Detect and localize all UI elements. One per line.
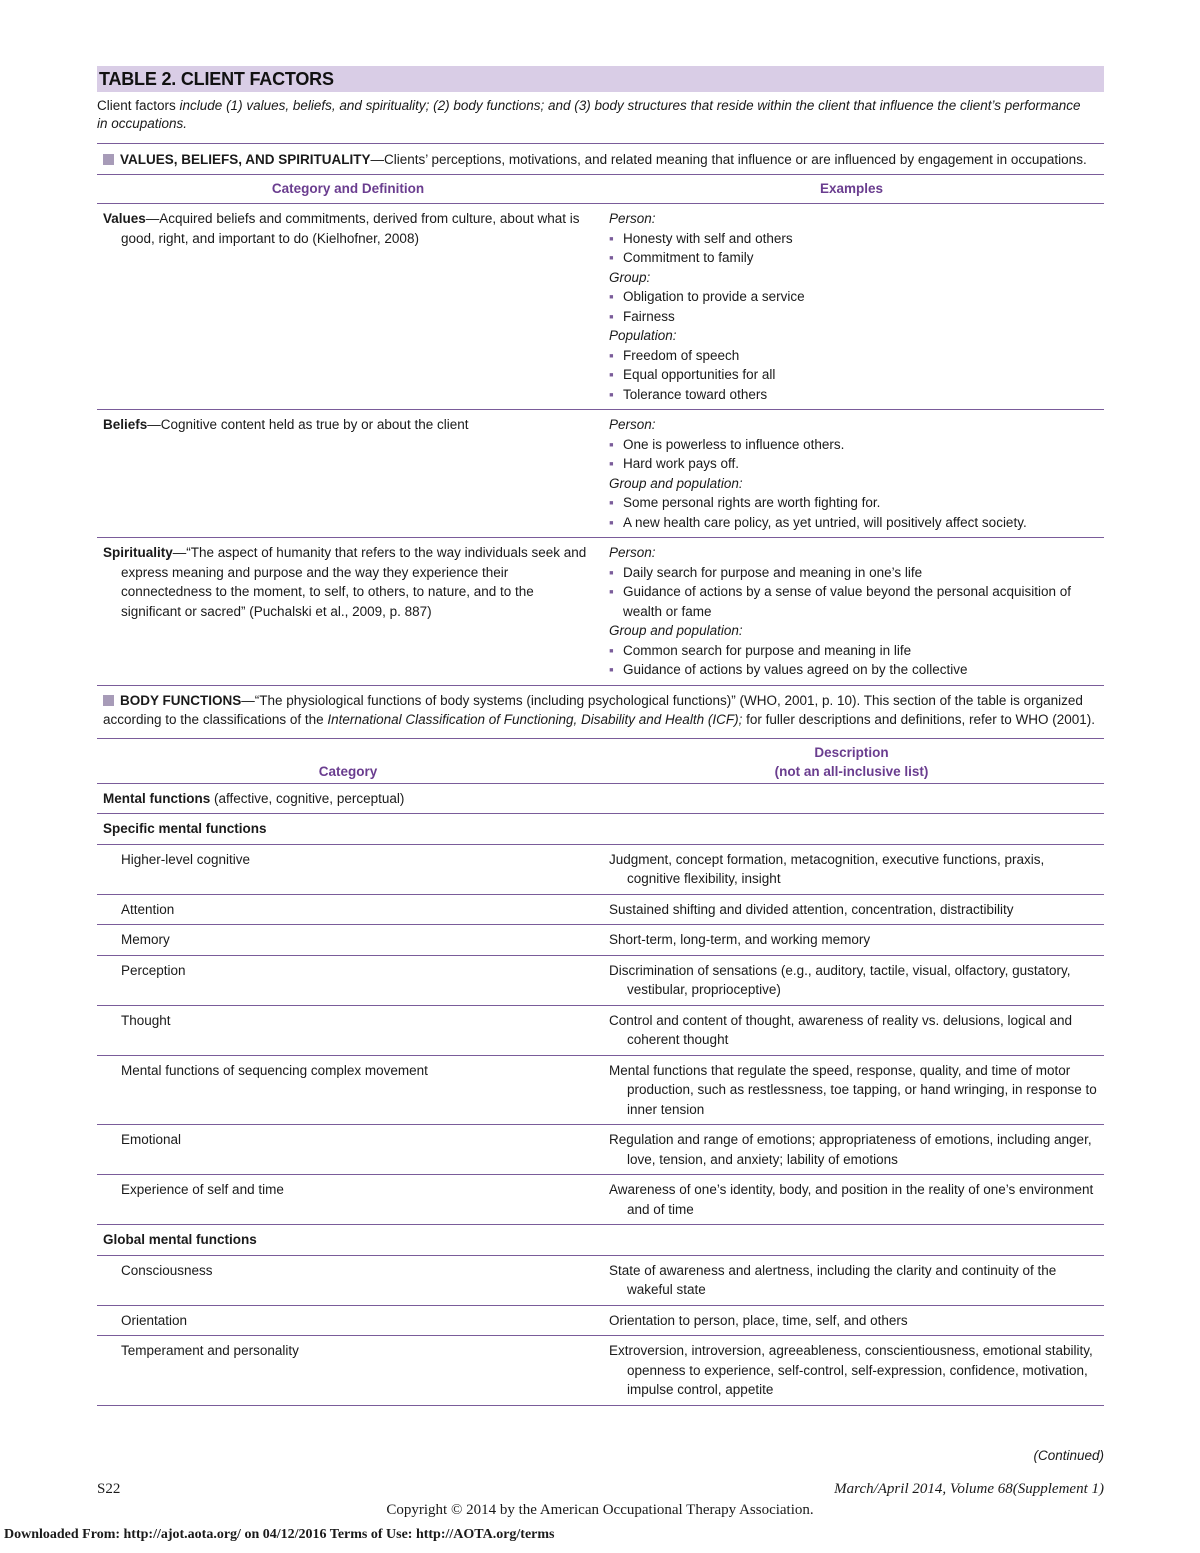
intro-text: include (1) values, beliefs, and spirituality; (2) body functions; and (3) body structures that reside within the client that influence the client’s performance in occupations. [97,98,1081,131]
section-values-text: —Clients’ perceptions, motivations, and related meaning that influence or are influenced by engagement in occupations. [370,152,1087,167]
section-body-text-b: for fuller descriptions and definitions, refer to WHO (2001). [742,711,1095,727]
mental-functions-head: Mental functions [103,790,211,806]
col-description-title: Description [814,744,889,760]
example-item: ▪ Common search for purpose and meaning in life [609,641,1098,661]
body-function-category: Memory [121,932,170,947]
section-body-text-a: —“The physiological functions of body systems (including psychological functions)” (WHO, 2001, p. 10). This section of the table is organized according to the classifications of the [103,692,1083,727]
section-values-heading [97,144,1104,174]
example-group-label: Group: [609,269,651,285]
body-function-category: Experience of self and time [121,1182,284,1197]
example-item: ▪ Equal opportunities for all [609,365,1098,385]
body-function-description-cell [599,1006,1104,1055]
examples-cell [599,204,1104,409]
body-function-description: Sustained shifting and divided attention, concentration, distractibility [609,901,1014,917]
example-item: ▪ One is powerless to influence others. [609,435,1098,455]
table-title: TABLE 2. CLIENT FACTORS [97,66,1104,92]
body-function-category: Thought [121,1012,171,1028]
body-function-row [97,925,1104,955]
body-column-header [97,739,1104,783]
square-bullet-icon [103,695,114,706]
body-function-description-cell [599,1125,1104,1174]
body-function-category: Consciousness [121,1262,213,1278]
body-function-description: State of awareness and alertness, including the clarity and continuity of the wakeful state [609,1262,1057,1297]
example-item: ▪ Guidance of actions by values agreed on by the collective [609,660,1098,680]
example-item: ▪ Hard work pays off. [609,454,1098,474]
continued-note: (Continued) [1033,1448,1104,1463]
category-definition-text: —“The aspect of humanity that refers to the way individuals seek and express meaning and purpose and the way they experience their connectedness to the moment, to self, to others, to nature, and to the significant or sacred” (Puchalski et al., 2009, p. 887) [121,545,587,619]
example-item: ▪ Commitment to family [609,248,1098,268]
square-bullet-icon [103,154,114,165]
values-column-header [97,175,1104,203]
category-definition-cell [97,410,599,537]
example-item: ▪ A new health care policy, as yet untried, will positively affect society. [609,513,1098,533]
values-table-row [97,204,1104,409]
journal-citation: March/April 2014, Volume 68(Supplement 1) [834,1481,1104,1497]
example-item: ▪ Guidance of actions by a sense of value beyond the personal acquisition of wealth or fame [609,582,1098,621]
body-function-description-cell [599,1056,1104,1125]
body-function-description: Orientation to person, place, time, self, and others [609,1312,908,1328]
body-function-category: Temperament and personality [121,1343,299,1358]
body-function-row [97,895,1104,925]
category-definition-cell [97,538,599,685]
specific-mental-functions-row: Specific mental functions [103,821,267,836]
copyright-line: Copyright © 2014 by the American Occupational Therapy Association. [386,1502,814,1518]
body-function-description-cell [599,845,1104,894]
category-definition-cell [97,204,599,409]
example-group-label: Group and population: [609,623,743,638]
body-function-row [97,1006,1104,1055]
body-function-category: Perception [121,962,186,978]
body-function-description-cell [599,925,1104,955]
body-function-row [97,1256,1104,1305]
examples-cell [599,538,1104,685]
category-definition [103,415,593,435]
page-number: S22 [97,1481,121,1497]
section-body-heading [97,686,1104,734]
body-function-description: Discrimination of sensations (e.g., auditory, tactile, visual, olfactory, gustatory, vestibular, proprioceptive) [609,962,1071,997]
examples-cell [599,410,1104,537]
mental-functions-row [97,784,1104,814]
intro-prefix: Client factors [97,98,180,113]
body-function-category: Mental functions of sequencing complex movement [121,1062,428,1078]
body-function-category: Emotional [121,1132,182,1147]
values-rows [97,204,1104,686]
global-mental-functions-row: Global mental functions [103,1232,257,1247]
body-function-description-cell [599,1175,1104,1224]
table-intro [97,97,1104,133]
global-rows [97,1256,1104,1406]
col-examples: Examples [819,181,884,196]
example-group-label: Group and population: [609,475,743,491]
body-function-description: Awareness of one’s identity, body, and position in the reality of one’s environment and of time [609,1182,1094,1217]
example-item: ▪ Fairness [609,307,1098,327]
body-function-description: Mental functions that regulate the speed, response, quality, and time of motor production, such as restlessness, toe tapping, or hand wringing, in response to inner tension [609,1062,1097,1117]
example-item: ▪ Daily search for purpose and meaning in one’s life [609,563,1098,583]
body-function-description-cell [599,956,1104,1005]
body-function-description: Regulation and range of emotions; appropriateness of emotions, including anger, love, tension, and anxiety; lability of emotions [609,1132,1092,1167]
category-definition-text: —Acquired beliefs and commitments, derived from culture, about what is good, right, and important to do (Kielhofner, 2008) [121,211,580,246]
values-table-row [97,410,1104,537]
example-item: ▪ Obligation to provide a service [609,287,1098,307]
values-table-row [97,538,1104,685]
col-category-definition: Category and Definition [271,181,425,196]
body-function-description-cell [599,1306,1104,1336]
body-function-row [97,1336,1104,1405]
body-function-category: Orientation [121,1312,188,1328]
section-body-title: BODY FUNCTIONS [120,692,242,708]
category-definition-text: —Cognitive content held as true by or about the client [147,417,469,432]
col-description-note: (not an all-inclusive list) [774,763,929,779]
example-group-label: Population: [609,328,677,343]
example-item: ▪ Tolerance toward others [609,385,1098,405]
category-term: Spirituality [103,545,173,560]
category-term: Beliefs [103,417,148,432]
example-item: ▪ Honesty with self and others [609,229,1098,249]
section-body-text-italic: International Classification of Functioning, Disability and Health (ICF); [327,711,743,727]
mental-functions-tail: (affective, cognitive, perceptual) [210,790,405,806]
body-function-description-cell [599,895,1104,925]
body-function-row [97,1306,1104,1336]
body-function-row [97,845,1104,894]
body-function-description: Control and content of thought, awareness of reality vs. delusions, logical and coherent thought [609,1012,1073,1047]
body-function-description: Short-term, long-term, and working memory [609,932,871,947]
example-group-label: Person: [609,417,656,432]
example-group-label: Person: [609,211,656,226]
body-function-description-cell [599,1256,1104,1305]
table-page [97,66,1104,1406]
example-item: ▪ Some personal rights are worth fighting for. [609,493,1098,513]
body-function-row [97,1056,1104,1125]
body-function-category: Higher-level cognitive [121,851,251,867]
col-description [599,743,1104,783]
specific-rows [97,845,1104,1226]
category-definition [103,209,593,248]
body-function-row [97,956,1104,1005]
example-group-label: Person: [609,545,656,560]
body-function-category: Attention [121,901,175,917]
category-definition [103,543,593,621]
category-term: Values [103,211,146,226]
body-function-row [97,1175,1104,1224]
body-function-description-cell [599,1336,1104,1405]
example-item: ▪ Freedom of speech [609,346,1098,366]
col-category: Category [318,763,378,779]
body-function-description: Judgment, concept formation, metacognition, executive functions, praxis, cognitive flexibility, insight [609,851,1045,886]
body-function-row [97,1125,1104,1174]
section-values-title: VALUES, BELIEFS, AND SPIRITUALITY [120,152,371,167]
body-function-description: Extroversion, introversion, agreeableness, conscientiousness, emotional stability, openness to experience, self-control, self-expression, confidence, motivation, impulse control, appetite [609,1343,1093,1397]
download-line: Downloaded From: http://ajot.aota.org/ on 04/12/2016 Terms of Use: http://AOTA.org/terms [4,1527,555,1542]
